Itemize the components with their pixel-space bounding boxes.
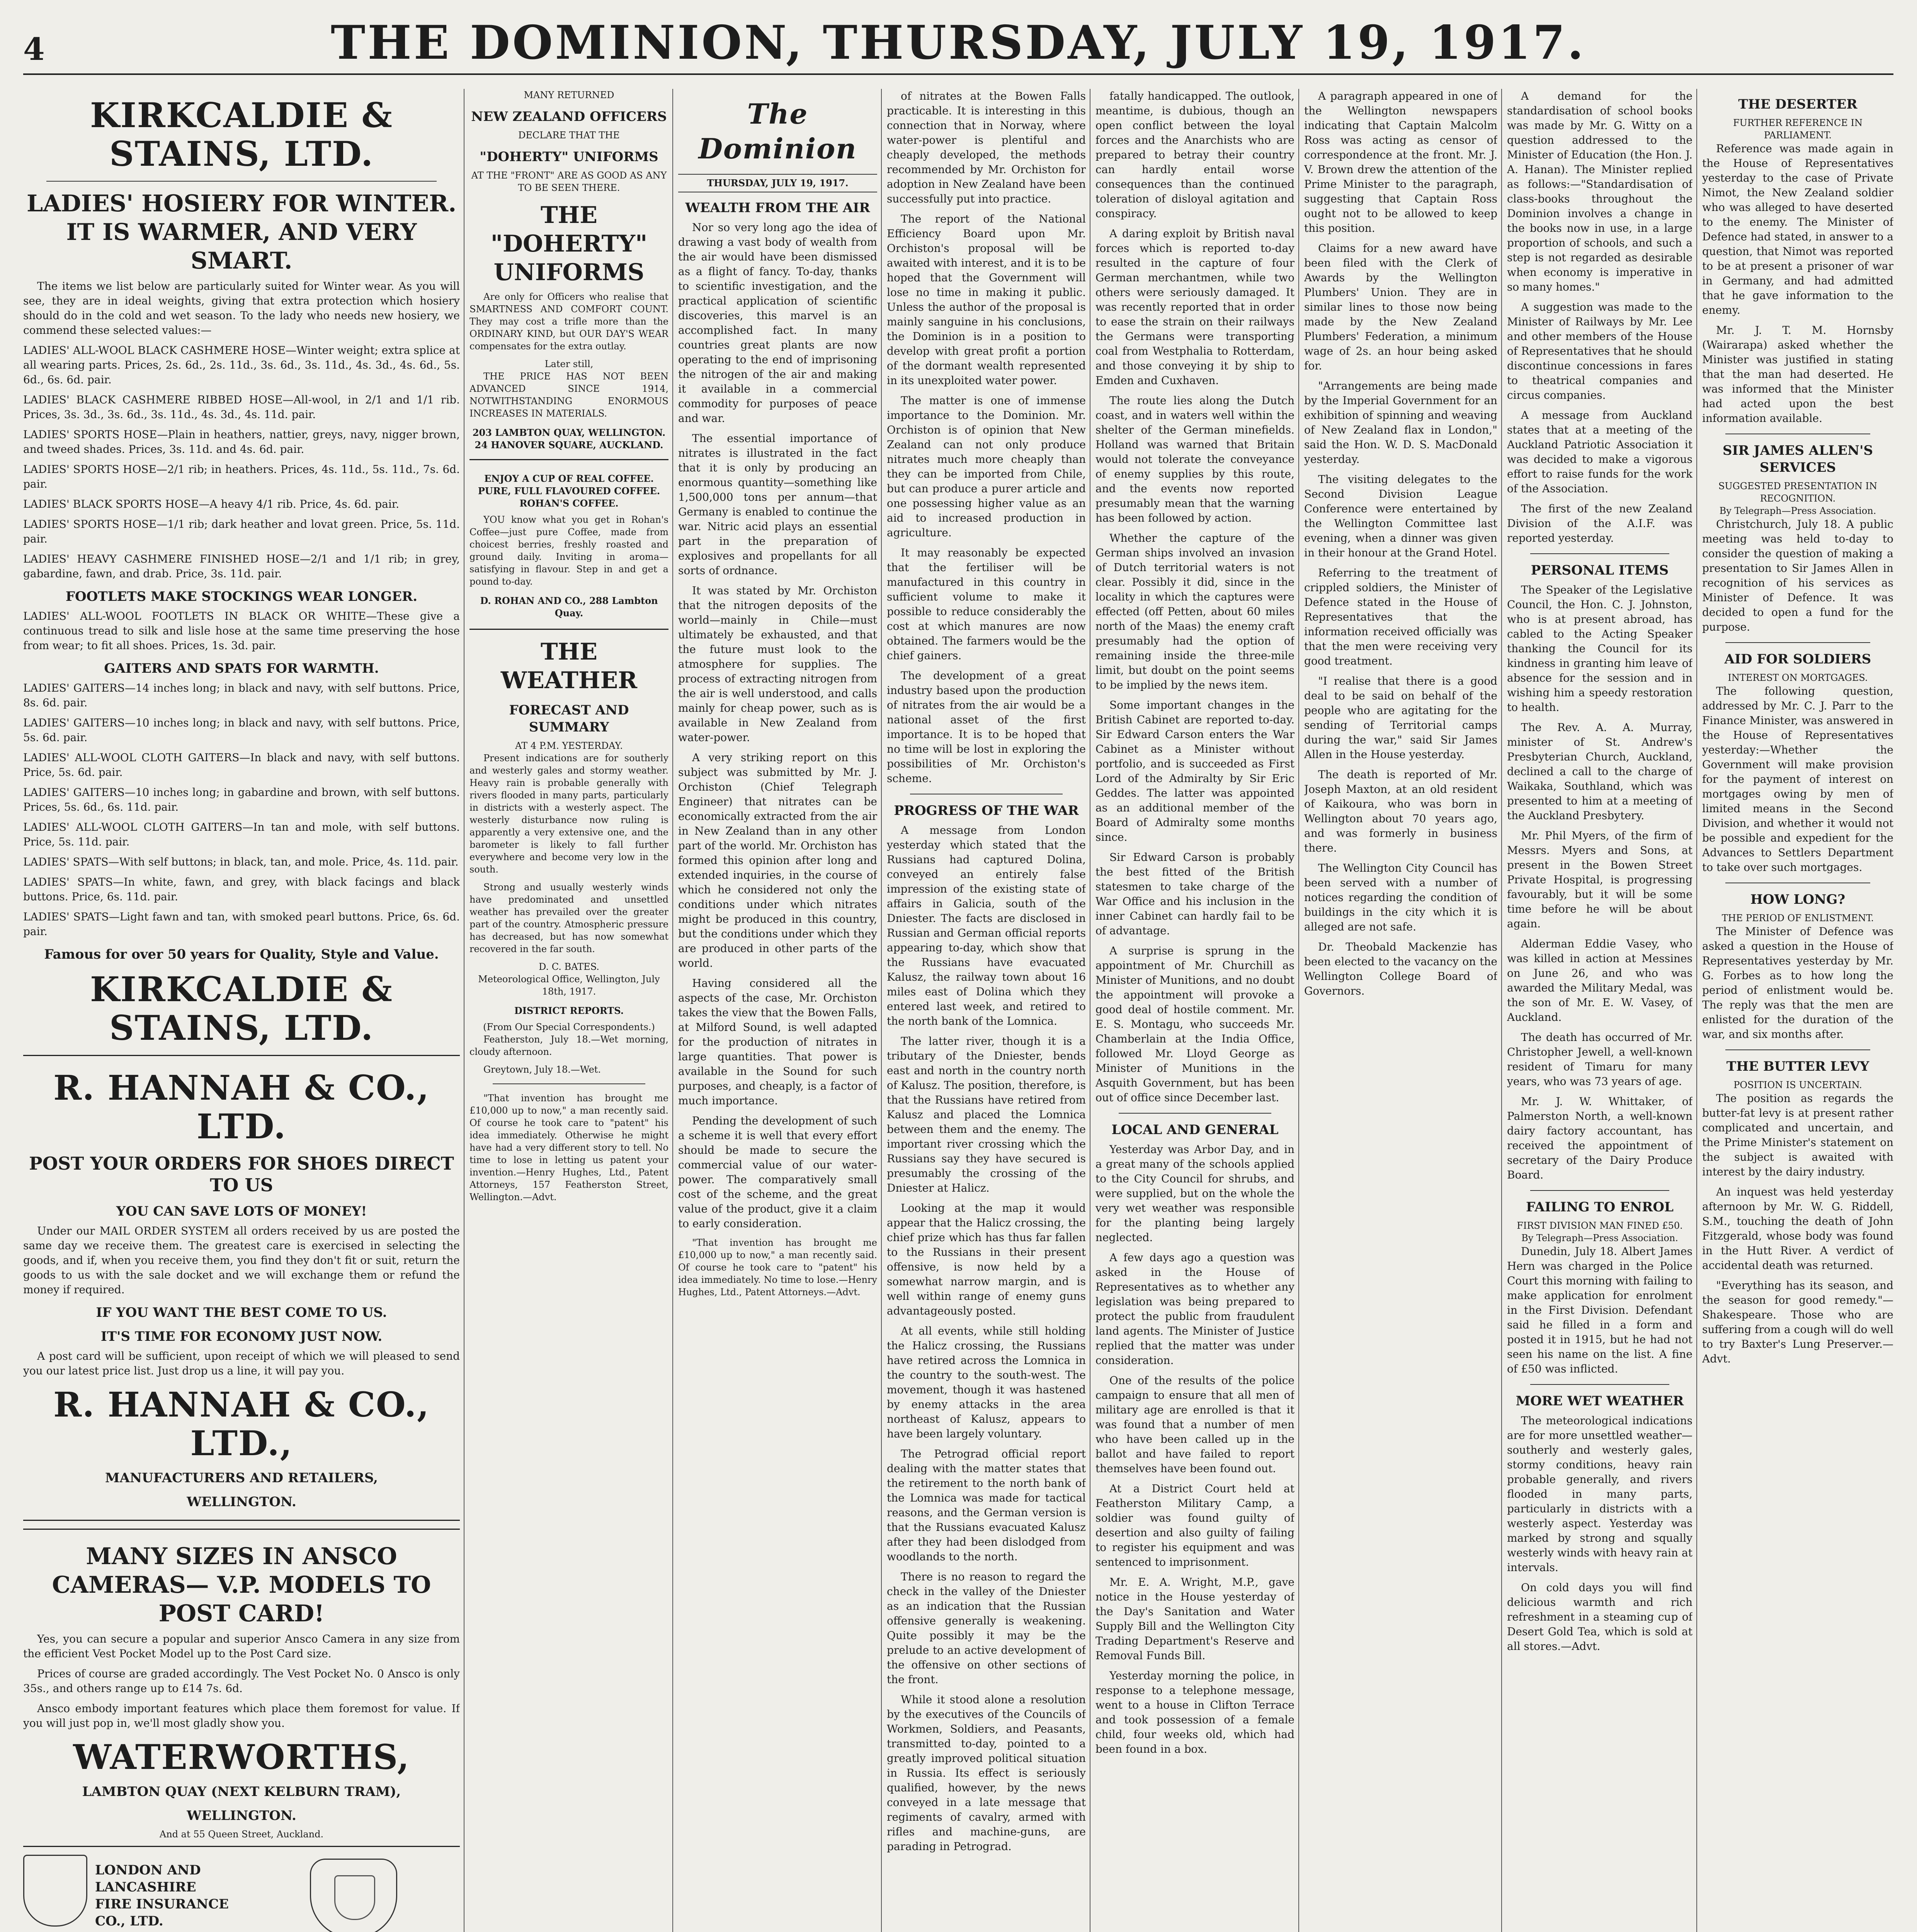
list-item: LADIES' GAITERS—10 inches long; in black and navy, with self buttons. Price, 5s. 6d. pair. [23, 716, 460, 744]
article-paragraph: "I realise that there is a good deal to be said on behalf of the people who are agitating for the sending of Territorial camps during the war," said Sir James Allen in the House yesterday. [1304, 675, 1497, 761]
doherty-title: THE "DOHERTY" UNIFORMS [490, 202, 648, 286]
divider [1725, 1049, 1870, 1050]
advert-column-2 [469, 89, 668, 1932]
district-report: Featherston, July 18.—Wet morning, cloudy afternoon. [469, 1034, 668, 1057]
article-paragraph: A surprise is sprung in the appointment of Mr. Churchill as Minister of Munitions, and no doubt the appointment will provoke a good deal of hostile comment. Mr. E. S. Montagu, who succeeds Mr. Chamberlain at the India Office, followed Mr. Lloyd George as Minister of Munitions in the Asquith Government, but has been out of office since December last. [1095, 944, 1294, 1104]
article-paragraph: The matter is one of immense importance to the Dominion. Mr. Orchiston is of opinion that New Zealand can not only produce nitrates much more cheaply than they can be imported from Chile, but can produce a purer article and one possessing higher value as an aid to increased production in agriculture. [887, 394, 1086, 539]
weather-text: Present indications are for southerly and westerly gales and stormy weather. Heavy rain is probable generally with rivers flooded in many parts, particularly in districts with a westerly aspect. The westerly disturbance now ruling is apparently a very extensive one, and the barometer is likely to fall further everywhere and become very low in the south. [469, 753, 668, 875]
later-line: Later still, [544, 359, 594, 369]
editorial-paragraph: Nor so very long ago the idea of drawing a vast body of wealth from the air would have been dismissed as a flight of fancy. To-day, thanks to scientific investigation, and the practical application of scientific discoveries, this marvel is an accomplished fact. In many countries great plants are now operating to the end of imprisoning the nitrogen of the air and making it available in a commercial commodity for purposes of peace and war. [678, 221, 877, 425]
district-title: DISTRICT REPORTS. [514, 1005, 624, 1016]
list-item: LADIES' SPATS—With self buttons; in black, tan, and mole. Price, 4s. 11d. pair. [23, 855, 459, 868]
editorial-column [678, 89, 877, 1932]
butter-title: THE BUTTER LEVY [1726, 1059, 1869, 1074]
allen-byline: By Telegraph—Press Association. [1719, 505, 1876, 516]
ansco-text: Prices of course are graded accordingly. The Vest Pocket No. 0 Ansco is only 35s., and others range up to £14 7s. 6d. [23, 1667, 460, 1695]
waterworths-address: LAMBTON QUAY (NEXT KELBURN TRAM), [82, 1784, 401, 1799]
hannah-card: A post card will be sufficient, upon receipt of which we will pleased to send you our latest price list. Just drop us a line, it will pay you. [23, 1350, 460, 1377]
article-paragraph: The Wellington City Council has been served with a number of notices regarding the condition of buildings in the city which it is alleged are not safe. [1304, 862, 1497, 933]
weather-signature: D. C. BATES. [539, 961, 599, 972]
weather-text: Strong and usually westerly winds have predominated and unsettled weather has prevailed over the greater part of the country. Atmospheric pressure has decreased, but has now somewhat recovered in the far south. [469, 882, 668, 954]
many-returned: MANY RETURNED [524, 90, 614, 100]
editorial-paragraph: It was stated by Mr. Orchiston that the nitrogen deposits of the world—mainly in Chile—must ultimately be exhausted, and that the future must look to the atmosphere for supplies. The process of extracting nitrogen from the air is well understood, and calls mainly for cheap power, such as is available in New Zealand from water-power. [678, 584, 877, 744]
article-paragraph: The following question, addressed by Mr. C. J. Parr to the Finance Minister, was answered in the House of Representatives yesterday:—Whether the Government will make provision for the payment of interest on mortgages owing by men of limited means in the Second Division, and whether it would not be possible and expedient for the Advances to Settlers Department to take over such mortgages. [1702, 685, 1893, 874]
list-item: LADIES' BLACK CASHMERE RIBBED HOSE—All-wool, in 2/1 and 1/1 rib. Prices, 3s. 3d., 3s. 6d., 3s. 11d., 4s. 3d., 4s. 11d. pair. [23, 393, 460, 421]
hannah-title: R. HANNAH & CO., LTD. [53, 1068, 430, 1146]
london-title: LONDON AND LANCASHIRE FIRE INSURANCE CO., LTD. [95, 1862, 229, 1929]
hannah-sub: MANUFACTURERS AND RETAILERS, [105, 1470, 378, 1486]
invention-advert: "That invention has brought me £10,000 up to now," a man recently said. Of course he took care to "patent" his idea immediately. No time to lose.—Henry Hughes, Ltd., Patent Attorneys.—Advt. [678, 1237, 877, 1298]
article-paragraph: While it stood alone a resolution by the executives of the Councils of Workmen, Soldiers, and Peasants, transmitted to-day, pointed to a greatly improved political situation in Russia. Its effect is seriously qualified, however, by the news conveyed in a late message that regiments of cavalry, armed with rifles and machine-guns, are parading in Petrograd. [887, 1693, 1086, 1853]
article-paragraph: The route lies along the Dutch coast, and in waters well within the shelter of the German minefields. Holland was warned that Britain would not tolerate the conveyance of enemy supplies by this route, and the events now reported presumably mean that the warning has been followed by action. [1095, 394, 1294, 524]
masthead [23, 15, 1893, 75]
article-paragraph: "Arrangements are being made by the Imperial Government for an exhibition of spinning and weaving of New Zealand flax in London," said the Hon. W. D. S. MacDonald yesterday. [1304, 379, 1497, 466]
enrol-title: FAILING TO ENROL [1526, 1199, 1674, 1215]
divider [1530, 553, 1669, 554]
weather-subtitle: FORECAST AND SUMMARY [509, 702, 629, 735]
enrol-subtitle: FIRST DIVISION MAN FINED £50. [1517, 1220, 1683, 1231]
article-paragraph: Yesterday was Arbor Day, and in a great many of the schools applied to the City Council for shrubs, and were supplied, but on the whole the very wet weather was responsible for the planting being largely neglected. [1095, 1143, 1294, 1244]
list-item: LADIES' SPATS—In white, fawn, and grey, with black facings and black buttons. Price, 6s. 11d. pair. [23, 876, 460, 903]
article-paragraph: There is no reason to regard the check in the valley of the Dniester as an indication that the Russian offensive generally is weakening. Quite possibly it may be the prelude to an active development of the offensive on other sections of the front. [887, 1570, 1086, 1686]
article-paragraph: Mr. E. A. Wright, M.P., gave notice in the House yesterday of the Day's Sanitation and Water Supply Bill and the Wellington City Trading Department's Reserve and Removal Funds Bill. [1095, 1576, 1294, 1662]
ansco-text: Yes, you can secure a popular and superior Ansco Camera in any size from the efficient Vest Pocket Model up to the Post Card size. [23, 1633, 460, 1660]
article-paragraph: The position as regards the butter-fat levy is at present rather complicated and uncertain, and the Prime Minister's statement on the subject is awaited with interest by the dairy industry. [1702, 1092, 1893, 1178]
aid-subtitle: INTEREST ON MORTGAGES. [1728, 672, 1868, 683]
hosiery-heading: LADIES' HOSIERY FOR WINTER. IT IS WARMER, AND VERY SMART. [26, 190, 457, 274]
editorial-paragraph: Pending the development of such a scheme it is well that every effort should be made to secure the commercial value of our water-power. The comparatively small cost of the scheme, and the great value of the product, give it a claim to early consideration. [678, 1114, 877, 1230]
article-paragraph: An inquest was held yesterday afternoon by Mr. W. G. Riddell, S.M., touching the death of John Fitzgerald, whose body was found in the Hutt River. A verdict of accidental death was returned. [1702, 1185, 1893, 1272]
divider [46, 181, 437, 182]
list-item: LADIES' BLACK SPORTS HOSE—A heavy 4/1 rib. Price, 4s. 6d. pair. [23, 498, 400, 510]
doherty-line: "DOHERTY" UNIFORMS [480, 149, 658, 165]
article-paragraph: A few days ago a question was asked in the House of Representatives as to whether any legislation was being prepared to protect the public from fraudulent land agents. The Minister of Justice replied that the matter was under consideration. [1095, 1251, 1294, 1367]
hannah-want: IF YOU WANT THE BEST COME TO US. [96, 1305, 387, 1320]
doherty-address: 203 LAMBTON QUAY, WELLINGTON. 24 HANOVER SQUARE, AUCKLAND. [472, 427, 666, 451]
hannah-save: YOU CAN SAVE LOTS OF MONEY! [116, 1204, 367, 1219]
editorial-paragraph: The essential importance of nitrates is illustrated in the fact that it is only by producing an enormous quantity—something like 1,500,000 tons per annum—that Germany is enabled to continue the war. Nitric acid plays an essential part in the preparation of explosives and propellants for all sorts of ordnance. [678, 432, 877, 577]
allen-subtitle: SUGGESTED PRESENTATION IN RECOGNITION. [1718, 481, 1878, 504]
article-paragraph: On cold days you will find delicious warmth and rich refreshment in a steaming cup of Desert Gold Tea, which is sold at all stores.—Advt. [1507, 1581, 1692, 1653]
article-paragraph: The Minister of Defence was asked a question in the House of Representatives yesterday by Mr. G. Forbes as to how long the period of enlistment would be. The reply was that the men are enlisted for the duration of the war, and six months after. [1702, 925, 1893, 1041]
article-paragraph: The death has occurred of Mr. Christopher Jewell, a well-known resident of Timaru for many years, who was 73 years of age. [1507, 1031, 1692, 1088]
hannah-time: IT'S TIME FOR ECONOMY JUST NOW. [100, 1329, 383, 1344]
weather-article-title: MORE WET WEATHER [1516, 1393, 1684, 1409]
allen-title: SIR JAMES ALLEN'S SERVICES [1722, 443, 1873, 475]
article-paragraph: The Speaker of the Legislative Council, the Hon. C. J. Johnston, who is at present abroad, has cabled to the Acting Speaker thanking the Council for its kindness in granting him leave of absence for the session and in wishing him a speedy restoration to health. [1507, 583, 1692, 714]
weather-time: AT 4 P.M. YESTERDAY. [515, 740, 623, 751]
divider [1530, 1190, 1669, 1191]
article-paragraph: A message from London yesterday which stated that the Russians had captured Dolina, conveyed an entirely false impression of the existing state of affairs in Galicia, south of the Dniester. The facts are disclosed in Russian and German official reports appearing to-day, which show that the Russians have evacuated Kalusz, the railway town about 16 miles east of Dolina which they entered last week, and retired to the north bank of the Lomnica. [887, 824, 1086, 1027]
personal-column [1507, 89, 1692, 1932]
waterworths-title: WATERWORTHS, [73, 1737, 410, 1777]
column-rule [672, 89, 673, 1932]
divider [1725, 642, 1870, 643]
waterworths-city: WELLINGTON. [187, 1808, 296, 1823]
list-item: LADIES' ALL-WOOL CLOTH GAITERS—In tan and mole, with self buttons. Price, 5s. 11d. pair. [23, 821, 460, 848]
coffee-firm: D. ROHAN AND CO., 288 Lambton Quay. [480, 595, 658, 619]
bottom-adverts-right [247, 1855, 460, 1932]
doherty-text: Are only for Officers who realise that SMARTNESS AND COMFORT COUNT. They may cost a trifle more than the ORDINARY KIND, but OUR DAY'S WEAR compensates for the extra outlay. [469, 291, 668, 352]
list-item: LADIES' ALL-WOOL BLACK CASHMERE HOSE—Winter weight; extra splice at all wearing parts. Prices, 2s. 6d., 2s. 11d., 3s. 6d., 3s. 11d., 4s. 3d., 4s. 6d., 5s. 6d., 6s. 6d. pair. [23, 344, 460, 386]
local-column [1095, 89, 1294, 1932]
page-number: 4 [23, 31, 45, 67]
aid-title: AID FOR SOLDIERS [1724, 651, 1871, 667]
declare-line: DECLARE THAT THE [518, 130, 620, 141]
invention-advert: "That invention has brought me £10,000 up to now," a man recently said. Of course he took care to "patent" his idea immediately. Otherwise he might have had a very different story to tell. No time to lose in letting us patent your invention.—Henry Hughes, Ltd., Patent Attorneys, 157 Featherston Street, Wellington.—Advt. [469, 1093, 668, 1202]
howlong-subtitle: THE PERIOD OF ENLISTMENT. [1721, 913, 1874, 923]
editorial-dateline: THURSDAY, JULY 19, 1917. [678, 174, 877, 192]
list-item: LADIES' SPATS—Light fawn and tan, with smoked pearl buttons. Price, 6s. 6d. pair. [23, 910, 460, 938]
article-paragraph: Christchurch, July 18. A public meeting was held to-day to consider the question of making a presentation to Sir James Allen in recognition of his services as Minister of Defence. It was decided to open a fund for the purpose. [1702, 518, 1893, 633]
kirkcaldie-title-2: KIRKCALDIE & STAINS, LTD. [90, 969, 393, 1048]
famous-line: Famous for over 50 years for Quality, Style and Value. [44, 947, 439, 962]
kirkcaldie-title: KIRKCALDIE & STAINS, LTD. [90, 95, 393, 174]
dominion-nameplate: The Dominion [698, 97, 857, 165]
article-paragraph: A demand for the standardisation of school books was made by Mr. G. Witty on a question addressed to the Minister of Education (the Hon. J. A. Hanan). The Minister replied as follows:—"Standardisation of class-books throughout the Dominion involves a change in the books now in use, in a large proportion of schools, and such a step is not regarded as desirable when economy is imperative in so many homes." [1507, 90, 1692, 293]
parliament-column [1702, 89, 1893, 1932]
bottom-adverts [23, 1855, 460, 1932]
hannah-post: POST YOUR ORDERS FOR SHOES DIRECT TO US [29, 1153, 454, 1196]
list-item: LADIES' ALL-WOOL CLOTH GAITERS—In black and navy, with self buttons. Price, 5s. 6d. pair. [23, 751, 460, 779]
list-item: LADIES' SPORTS HOSE—Plain in heathers, nattier, greys, navy, nigger brown, and tweed shades. Prices, 3s. 11d. and 4s. 6d. pair. [23, 428, 460, 456]
article-paragraph: Yesterday morning the police, in response to a telephone message, went to a house in Clifton Terrace and took possession of a female child, four weeks old, which had been found in a box. [1095, 1669, 1294, 1755]
news-column [1304, 89, 1497, 1932]
article-paragraph: Mr. Phil Myers, of the firm of Messrs. Myers and Sons, at present in the Bowen Street Private Hospital, is progressing favourably, but it will be some time before he will be about again. [1507, 829, 1692, 930]
coffee-advert [469, 459, 668, 630]
article-paragraph: The death is reported of Mr. Joseph Maxton, at an old resident of Kaikoura, who was born in Wellington about 70 years ago, and was formerly in business there. [1304, 768, 1497, 854]
divider [493, 1083, 645, 1084]
article-paragraph: Mr. J. T. M. Hornsby (Wairarapa) asked whether the Minister was justified in stating that the man had deserted. He was informed that the Minister had acted upon the best information available. [1702, 324, 1893, 425]
coat-of-arms-icon [310, 1859, 397, 1932]
article-paragraph: A suggestion was made to the Minister of Railways by Mr. Lee and other members of the House of Representatives that he should discontinue concessions in fares to theatrical companies and circus companies. [1507, 301, 1692, 401]
list-item: LADIES' HEAVY CASHMERE FINISHED HOSE—2/1 and 1/1 rib; in grey, gabardine, fawn, and drab. Price, 3s. 11d. pair. [23, 553, 460, 580]
article-paragraph: A paragraph appeared in one of the Wellington newspapers indicating that Captain Malcolm Ross was acting as censor of correspondence at the front. Mr. J. V. Brown drew the attention of the Prime Minister to the paragraph, suggesting that Captain Ross ought not to be allowed to keep this position. [1304, 90, 1497, 235]
hosiery-intro: The items we list below are particularly suited for Winter wear. As you will see, they are in ideal weights, giving that extra protection which hosiery should do in the cold and wet season. To the lady who needs new hosiery, we commend these selected values:— [23, 280, 460, 337]
article-paragraph: A daring exploit by British naval forces which is reported to-day resulted in the capture of four German merchantmen, while two others were seriously damaged. It was recently reported that in order to ease the strain on their railways the Germans were transporting coal from Westphalia to Rotterdam, and those conveying it by ship to Emden and Cuxhaven. [1095, 227, 1294, 387]
hannah-advert [23, 1055, 460, 1521]
article-paragraph: Sir Edward Carson is probably the best fitted of the British statesmen to take charge of the War Office and his inclusion in the inner Cabinet can hardly fail to be of advantage. [1095, 851, 1294, 937]
masthead-title: THE DOMINION, THURSDAY, JULY 19, 1917. [331, 15, 1586, 70]
article-paragraph: The latter river, though it is a tributary of the Dniester, bends east and north in the country north of Kalusz. The position, therefore, is that the Russians have retired from Kalusz and placed the Lomnica between them and the enemy. The important river crossing which the Russians say they have secured is presumably the crossing of the Dniester at Halicz. [887, 1035, 1086, 1194]
ansco-text: Ansco embody important features which place them foremost for value. If you will just pop in, we'll most gladly show you. [23, 1702, 460, 1730]
article-paragraph: One of the results of the police campaign to ensure that all men of military age are enrolled is that it was found that a number of men who have been called up in the ballot and have failed to report themselves have been found out. [1095, 1374, 1294, 1475]
article-paragraph: Whether the capture of the German ships involved an invasion of Dutch territorial waters is not clear. Possibly it did, since in the locality in which the captures were effected (off Petten, about 60 miles north of the Maas) the enemy craft presumably had the option of remaining inside the three-mile limit, but doubt on the point seems to be implied by the news item. [1095, 532, 1294, 691]
column-rule [1501, 89, 1502, 1932]
article-paragraph: The first of the new Zealand Division of the A.I.F. was reported yesterday. [1507, 502, 1692, 544]
deserter-subtitle: FURTHER REFERENCE IN PARLIAMENT. [1733, 117, 1863, 141]
gaiters-heading: GAITERS AND SPATS FOR WARMTH. [104, 661, 379, 676]
enrol-byline: By Telegraph—Press Association. [1521, 1233, 1678, 1243]
article-paragraph: fatally handicapped. The outlook, meantime, is dubious, though an open conflict between the loyal forces and the Anarchists who are prepared to betray their country can hardly entail worse consequences than the continued toleration of disloyal agitation and conspiracy. [1095, 90, 1294, 220]
article-paragraph: Mr. J. W. Whittaker, of Palmerston North, a well-known dairy factory accountant, has received the appointment of secretary of the Dairy Produce Board. [1507, 1095, 1692, 1181]
war-column [887, 89, 1086, 1932]
district-report: Greytown, July 18.—Wet. [483, 1064, 601, 1075]
article-paragraph: The report of the National Efficiency Board upon Mr. Orchiston's proposal will be awaited with interest, and it is to be hoped that the Government will lose no time in making it public. Unless the author of the proposal is mainly sanguine in his conclusions, the Dominion is in a position to develop with great profit a portion of the dormant wealth represented in its unexploited water power. [887, 213, 1086, 387]
article-paragraph: Reference was made again in the House of Representatives yesterday to the case of Private Nimot, the New Zealand soldier who was alleged to have deserted to the enemy. The Minister of Defence had stated, in answer to a question, that Nimot was reported to be at present a prisoner of war in Germany, and had admitted that he gave information to the enemy. [1702, 142, 1893, 316]
weather-title: THE WEATHER [500, 638, 638, 694]
nz-officers: NEW ZEALAND OFFICERS [471, 109, 667, 124]
article-paragraph: of nitrates at the Bowen Falls practicable. It is interesting in this connection that in Norway, where water-power is plentiful and cheaply developed, the methods recommended by Mr. Orchiston for adoption in New Zealand have been successfully put into practice. [887, 90, 1086, 205]
article-paragraph: At all events, while still holding the Halicz crossing, the Russians have retired across the Lomnica in the country to the south-west. The movement, though it was hastened by enemy attacks in the area northeast of Kalusz, appears to have been largely voluntary. [887, 1325, 1086, 1440]
wealth-title: WEALTH FROM THE AIR [685, 200, 870, 216]
district-sub: (From Our Special Correspondents.) [483, 1022, 655, 1032]
howlong-title: HOW LONG? [1750, 892, 1846, 907]
weather-office: Meteorological Office, Wellington, July 18th, 1917. [478, 974, 660, 997]
deserter-title: THE DESERTER [1738, 97, 1857, 112]
hannah-text: Under our MAIL ORDER SYSTEM all orders received by us are posted the same day we receive them. The greatest care is exercised in selecting the goods, and if, when you receive them, you find they don't fit or suit, return the goods to us with the sale docket and we will exchange them or refund the money if required. [23, 1225, 460, 1296]
article-paragraph: It may reasonably be expected that the fertiliser will be manufactured in this country in sufficient volume to make it possible to reduce considerably the cost at which manures are now obtained. The farmers would be the chief gainers. [887, 546, 1086, 662]
article-paragraph: Dr. Theobald Mackenzie has been elected to the vacancy on the Wellington College Board of Governors. [1304, 940, 1497, 997]
local-title: LOCAL AND GENERAL [1111, 1122, 1279, 1138]
coffee-heading: ENJOY A CUP OF REAL COFFEE. PURE, FULL FLAVOURED COFFEE. ROHAN'S COFFEE. [478, 473, 660, 509]
article-paragraph: Dunedin, July 18. Albert James Hern was charged in the Police Court this morning with failing to make application for enrolment in the First Division. Defendant said he filled in a form and posted it in 1915, but he had not seen his name on the list. A fine of £50 was inflicted. [1507, 1245, 1692, 1375]
article-paragraph: The visiting delegates to the Second Division League Conference were entertained by the Wellington Committee last evening, when a dinner was given in their honour at the Grand Hotel. [1304, 473, 1497, 559]
column-rule [1298, 89, 1299, 1932]
column-rule [1696, 89, 1697, 1932]
article-paragraph: The Rev. A. A. Murray, minister of St. Andrew's Presbyterian Church, Auckland, declined a call to the charge of Waikaka, Southland, which was presented to him at a meeting of the Auckland Presbytery. [1507, 721, 1692, 822]
list-item: LADIES' GAITERS—14 inches long; in black and navy, with self buttons. Price, 8s. 6d. pair. [23, 682, 460, 709]
article-paragraph: Some important changes in the British Cabinet are reported to-day. Sir Edward Carson enters the War Cabinet as a Minister without portfolio, and is succeeded as First Lord of the Admiralty by Sir Eric Geddes. The latter was appointed as an additional member of the Board of Admiralty some months since. [1095, 699, 1294, 844]
advert-column-1 [23, 89, 460, 1932]
hannah-title-2: R. HANNAH & CO., LTD., [53, 1384, 430, 1463]
article-paragraph: At a District Court held at Featherston Military Camp, a soldier was found guilty of desertion and also guilty of failing to register his equipment and was sentenced to imprisonment. [1095, 1482, 1294, 1568]
personal-title: PERSONAL ITEMS [1531, 563, 1669, 578]
divider [1530, 1384, 1669, 1385]
front-line: AT THE "FRONT" ARE AS GOOD AS ANY TO BE SEEN THERE. [471, 170, 667, 193]
article-paragraph: The development of a great industry based upon the production of nitrates from the air would be a national asset of the first importance. It is to be hoped that no time will be lost in exploring the possibilities of Mr. Orchiston's scheme. [887, 669, 1086, 785]
article-paragraph: Referring to the treatment of crippled soldiers, the Minister of Defence stated in the House of Representatives that the information received officially was that the men were receiving very good treatment. [1304, 566, 1497, 667]
list-item: LADIES' GAITERS—10 inches long; in gabardine and brown, with self buttons. Prices, 5s. 6d., 6s. 11d. pair. [23, 786, 460, 813]
article-paragraph: Alderman Eddie Vasey, who was killed in action at Messines on June 26, and who was awarded the Military Medal, was the son of Mr. E. W. Vasey, of Auckland. [1507, 937, 1692, 1024]
insurance-crest-icon [23, 1855, 87, 1927]
waterworths-auckland: And at 55 Queen Street, Auckland. [159, 1829, 324, 1840]
ansco-advert [23, 1529, 460, 1847]
editorial-paragraph: Having considered all the aspects of the case, Mr. Orchiston takes the view that the Bowen Falls, at Milford Sound, is well adapted for the production of nitrates in large quantities. That power is available in the Sound for such purposes, and cheaply, is a factor of much importance. [678, 977, 877, 1107]
butter-subtitle: POSITION IS UNCERTAIN. [1733, 1080, 1862, 1090]
divider [1119, 1113, 1271, 1114]
ansco-title: MANY SIZES IN ANSCO CAMERAS— V.P. MODELS TO POST CARD! [52, 1543, 431, 1627]
list-item: LADIES' SPORTS HOSE—1/1 rib; dark heather and lovat green. Price, 5s. 11d. pair. [23, 518, 460, 545]
article-paragraph: A message from Auckland states that at a meeting of the Auckland Patriotic Association it was decided to make a vigorous effort to raise funds for the work of the Association. [1507, 409, 1692, 495]
article-paragraph: "Everything has its season, and the season for good remedy."—Shakespeare. Those who are suffering from a cough will do well to try Baxter's Lung Preserver.—Advt. [1702, 1279, 1893, 1365]
editorial-paragraph: A very striking report on this subject was submitted by Mr. J. Orchiston (Chief Telegraph Engineer) that nitrates can be economically extracted from the air in New Zealand than in any other part of the world. Mr. Orchiston has formed this opinion after long and extended inquiries, in the course of which he considered not only the conditions under which nitrates might be produced in this country, but the conditions under which they are produced in other parts of the world. [678, 751, 877, 969]
article-paragraph: The meteorological indications are for more unsettled weather—southerly and westerly gales, stormy conditions, heavy rain probable generally, and rivers flooded in many parts, particularly in districts with a westerly aspect. Yesterday was marked by strong and squally westerly winds with heavy rain at intervals. [1507, 1414, 1692, 1574]
footlets-heading: FOOTLETS MAKE STOCKINGS WEAR LONGER. [65, 589, 418, 604]
price-line: THE PRICE HAS NOT BEEN ADVANCED SINCE 1914, NOTWITHSTANDING ENORMOUS INCREASES IN MATERIALS. [469, 371, 668, 419]
war-title: PROGRESS OF THE WAR [894, 803, 1079, 818]
article-paragraph: Claims for a new award have been filed with the Clerk of Awards by the Wellington Plumbers' Union. They are in similar lines to those now being made by the New Zealand Plumbers' Federation, a minimum wage of 2s. an hour being asked for. [1304, 242, 1497, 372]
column-rule [881, 89, 882, 1932]
hannah-city: WELLINGTON. [187, 1494, 296, 1510]
article-paragraph: Looking at the map it would appear that the Halicz crossing, the chief prize which has thus far fallen to the Russians in their present offensive, is now held by a somewhat narrow margin, and is well within range of enemy guns advantageously posted. [887, 1202, 1086, 1317]
coffee-text: YOU know what you get in Rohan's Coffee—just pure Coffee, made from choicest berries, freshly roasted and ground daily. Inviting in aroma—satisfying in flavour. Step in and get a pound to-day. [469, 514, 668, 587]
article-paragraph: The Petrograd official report dealing with the matter states that the retirement to the north bank of the Lomnica was made for tactical reasons, and the German version is that the Russians evacuated Kalusz after they had been dislodged from woodlands to the north. [887, 1447, 1086, 1563]
list-item: LADIES' ALL-WOOL FOOTLETS IN BLACK OR WHITE—These give a continuous tread to silk and lisle hose at the same time preserving the hose from wear; to fit all shoes. Prices, 1s. 3d. pair. [23, 610, 460, 652]
bottom-adverts-left [23, 1855, 236, 1932]
list-item: LADIES' SPORTS HOSE—2/1 rib; in heathers. Prices, 4s. 11d., 5s. 11d., 7s. 6d. pair. [23, 463, 460, 490]
